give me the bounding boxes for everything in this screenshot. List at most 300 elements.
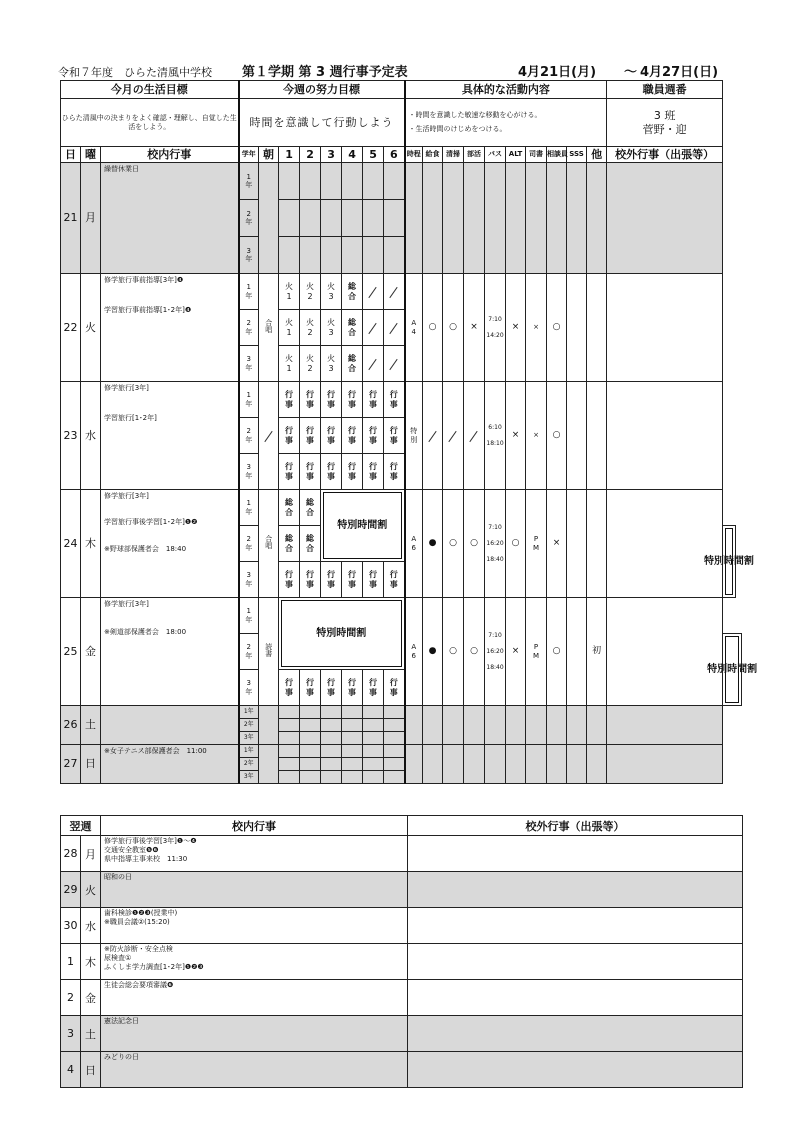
column-header: SSS <box>567 147 587 163</box>
duty-cell <box>607 99 723 147</box>
diagonal-slash <box>264 430 272 441</box>
period-cell <box>300 562 321 598</box>
next-week-row <box>61 1016 743 1052</box>
period-text: 事 <box>369 687 378 697</box>
activity-sou <box>443 598 464 706</box>
period-text: 事 <box>348 687 357 697</box>
next-week-row <box>61 836 743 872</box>
column-header: 6 <box>384 147 405 163</box>
period-cell <box>279 562 300 598</box>
grade-label: 3年 <box>243 773 254 781</box>
next-weekday: 金 <box>81 980 101 1016</box>
column-header: 校内行事 <box>101 147 239 163</box>
activity-sou <box>443 706 464 745</box>
period-cell <box>279 200 300 237</box>
period-text: 事 <box>306 579 315 589</box>
school-events <box>101 382 239 490</box>
activity-bu <box>464 274 485 382</box>
event-text: 尿検査① <box>104 953 132 962</box>
grade-label: 1年 <box>243 747 254 755</box>
period-text: 総 <box>285 533 294 543</box>
activity-sou <box>443 274 464 382</box>
period-text: 行 <box>285 461 294 471</box>
period-cell <box>300 745 321 758</box>
period-cell <box>300 771 321 784</box>
period-text: 行 <box>369 389 378 399</box>
weekday: 火 <box>81 274 101 382</box>
period-cell <box>321 771 342 784</box>
column-header: 部活 <box>464 147 485 163</box>
morning-text: 合唱 <box>264 535 273 550</box>
period-text: 事 <box>285 399 294 409</box>
period-cell <box>279 719 300 732</box>
event-text: 修学旅行事後学習[3年]❶～❹ <box>104 837 197 845</box>
period-cell <box>279 598 405 670</box>
grade-number: 3 <box>246 571 252 580</box>
period-cell <box>279 382 300 418</box>
grade-suffix: 年 <box>245 291 253 300</box>
period-text: 事 <box>389 435 398 445</box>
diagonal-slash <box>389 322 397 333</box>
grade-cell <box>239 237 259 274</box>
period-text: 事 <box>389 687 398 697</box>
next-in-heading: 校内行事 <box>101 816 408 836</box>
external-events <box>607 382 723 490</box>
period-text: 合 <box>348 327 357 337</box>
event-text: ※剣道部保護者会 18:00 <box>104 628 187 637</box>
activity-jitei <box>405 598 423 706</box>
period-cell <box>300 490 321 526</box>
period-cell <box>279 310 300 346</box>
grade-cell <box>239 382 259 418</box>
activity-shi <box>526 706 547 745</box>
period-text: 事 <box>285 435 294 445</box>
day-number: 23 <box>61 382 81 490</box>
grade-cell <box>239 562 259 598</box>
goal-heading: 今月の生活目標 <box>61 81 239 99</box>
period-text: 合 <box>306 507 315 517</box>
period-cell <box>300 237 321 274</box>
next-school-events <box>101 908 408 944</box>
grade-number: 2 <box>246 535 252 544</box>
grade-cell <box>239 346 259 382</box>
next-school-events <box>101 1016 408 1052</box>
next-external-events <box>408 944 743 980</box>
grade-suffix: 年 <box>245 687 253 696</box>
period-cell <box>279 490 300 526</box>
diagonal-slash <box>428 430 436 441</box>
school-events <box>101 598 239 706</box>
period-cell <box>300 526 321 562</box>
period-text: 行 <box>369 569 378 579</box>
activity-jitei <box>405 163 423 274</box>
grade-number: 3 <box>246 679 252 688</box>
period-cell <box>363 382 384 418</box>
activity-value: × <box>511 646 520 657</box>
period-cell <box>300 418 321 454</box>
period-text: 事 <box>306 435 315 445</box>
bus-time: 16:20 <box>486 647 504 655</box>
weekday: 土 <box>81 706 101 745</box>
period-text: 行 <box>306 461 315 471</box>
period-text: 合 <box>285 543 294 553</box>
period-cell <box>321 163 342 200</box>
next-day-number: 4 <box>61 1052 81 1088</box>
school-events <box>101 706 239 745</box>
activity-alt <box>506 382 526 490</box>
grade-cell <box>239 310 259 346</box>
column-header: 3 <box>321 147 342 163</box>
period-text: 行 <box>389 425 398 435</box>
period-text: 行 <box>389 677 398 687</box>
grade-cell <box>239 670 259 706</box>
morning-text: 合唱 <box>264 319 273 334</box>
grade-cell <box>239 454 259 490</box>
period-text: 行 <box>389 389 398 399</box>
period-cell <box>279 526 300 562</box>
grade-number: 2 <box>246 319 252 328</box>
period-cell <box>300 274 321 310</box>
period-text: 1 <box>286 327 292 337</box>
bus-time: 18:10 <box>486 439 504 447</box>
period-cell <box>342 200 363 237</box>
period-text: 1 <box>286 291 292 301</box>
external-events <box>607 163 723 274</box>
period-cell <box>384 346 405 382</box>
period-text: 火 <box>306 281 315 291</box>
period-text: 行 <box>327 677 336 687</box>
period-cell <box>321 745 342 758</box>
schedule-row <box>61 598 742 634</box>
event-text: 修学旅行[3年] <box>104 492 149 500</box>
event-text: ※職員会議②(15:20) <box>104 917 170 926</box>
activity-so <box>547 706 567 745</box>
duty-heading: 職員週番 <box>607 81 723 99</box>
period-text: 行 <box>285 569 294 579</box>
year-school: 令和７年度 ひらた清風中学校 <box>58 66 212 79</box>
period-text: 3 <box>328 291 334 301</box>
school-events <box>101 745 239 784</box>
period-cell <box>279 163 300 200</box>
activity-bus <box>485 163 506 274</box>
period-text: 行 <box>369 461 378 471</box>
event-text: みどりの日 <box>104 1053 139 1061</box>
activity-sss <box>567 382 587 490</box>
period-text: 1 <box>286 363 292 373</box>
next-out-heading: 校外行事（出張等） <box>408 816 743 836</box>
event-text: 学習旅行事後学習[1･2年]❶❷ <box>104 518 198 527</box>
period-cell <box>363 745 384 758</box>
next-external-events <box>408 1052 743 1088</box>
grade-cell <box>239 706 259 719</box>
special-timetable-box: 特別時間割 <box>281 600 402 667</box>
period-cell <box>384 562 405 598</box>
grade-cell <box>239 526 259 562</box>
period-cell <box>342 237 363 274</box>
bus-time: 14:20 <box>486 331 504 339</box>
period-cell <box>279 745 300 758</box>
activity-content <box>405 99 607 147</box>
period-text: 事 <box>306 399 315 409</box>
activity-value: A6 <box>411 643 417 660</box>
activity-jitei <box>405 274 423 382</box>
column-header: 他 <box>587 147 607 163</box>
activity-ta <box>587 163 607 274</box>
period-cell <box>384 732 405 745</box>
activity-kyu <box>423 745 443 784</box>
morning-activity <box>259 706 279 745</box>
event-text: 憲法記念日 <box>104 1017 139 1025</box>
activity-value: ○ <box>449 538 457 549</box>
period-text: 行 <box>285 425 294 435</box>
period-cell <box>321 200 342 237</box>
period-cell <box>279 732 300 745</box>
period-text: 事 <box>348 471 357 481</box>
column-header: 学年 <box>239 147 259 163</box>
period-text: 合 <box>285 507 294 517</box>
period-cell <box>342 274 363 310</box>
period-text: 合 <box>348 363 357 373</box>
weekly-schedule-table <box>60 80 758 784</box>
column-header: 曜 <box>81 147 101 163</box>
period-text: 火 <box>327 317 336 327</box>
event-text: ※女子テニス部保護者会 11:00 <box>104 747 207 755</box>
period-text: 事 <box>389 579 398 589</box>
grade-suffix: 年 <box>245 579 253 588</box>
period-text: 行 <box>389 569 398 579</box>
period-cell <box>363 200 384 237</box>
grade-suffix: 年 <box>245 651 253 660</box>
period-text: 事 <box>348 399 357 409</box>
event-text: 県中指導主事来校 11:30 <box>104 854 188 863</box>
bus-time: 6:10 <box>488 423 502 431</box>
period-text: 合 <box>306 543 315 553</box>
next-external-events <box>408 836 743 872</box>
period-text: 2 <box>307 327 313 337</box>
activity-jitei <box>405 382 423 490</box>
period-cell <box>300 454 321 490</box>
period-cell <box>342 732 363 745</box>
grade-number: 1 <box>246 499 252 508</box>
period-text: 総 <box>285 497 294 507</box>
period-cell <box>384 200 405 237</box>
period-text: 事 <box>348 579 357 589</box>
column-header: 日 <box>61 147 81 163</box>
period-cell <box>363 758 384 771</box>
period-text: 行 <box>306 569 315 579</box>
period-cell <box>363 670 384 706</box>
period-text: 事 <box>369 435 378 445</box>
grade-cell <box>239 634 259 670</box>
grade-suffix: 年 <box>245 615 253 624</box>
event-text: 修学旅行事前指導[3年]❹ <box>104 276 184 284</box>
activity-bu <box>464 598 485 706</box>
next-week-row <box>61 872 743 908</box>
activity-value: × <box>533 323 539 332</box>
period-cell <box>384 237 405 274</box>
period-cell <box>384 274 405 310</box>
period-text: 行 <box>285 389 294 399</box>
next-school-events <box>101 836 408 872</box>
activity-value: × <box>511 430 520 441</box>
grade-cell <box>239 745 259 758</box>
period-cell <box>321 274 342 310</box>
grade-suffix: 年 <box>245 218 253 226</box>
activity-value: A4 <box>411 319 417 336</box>
next-day-number: 29 <box>61 872 81 908</box>
period-cell <box>321 562 342 598</box>
activity-alt <box>506 274 526 382</box>
next-week-row <box>61 908 743 944</box>
period-cell <box>279 346 300 382</box>
activity-shi <box>526 745 547 784</box>
next-weekday: 日 <box>81 1052 101 1088</box>
period-text: 行 <box>348 461 357 471</box>
morning-activity <box>259 598 279 706</box>
morning-activity <box>259 163 279 274</box>
period-text: 事 <box>285 579 294 589</box>
page-header <box>58 61 748 79</box>
period-text: 行 <box>348 569 357 579</box>
period-cell <box>279 274 300 310</box>
period-cell <box>342 745 363 758</box>
period-cell <box>279 771 300 784</box>
event-text: 交通安全教室❺❻ <box>104 845 159 854</box>
day-number: 24 <box>61 490 81 598</box>
next-external-events <box>408 872 743 908</box>
column-header: 2 <box>300 147 321 163</box>
activity-sss <box>567 745 587 784</box>
morning-text: 読書 <box>264 643 273 658</box>
morning-activity <box>259 382 279 490</box>
period-cell <box>363 418 384 454</box>
period-cell <box>321 719 342 732</box>
activity-heading: 具体的な活動内容 <box>405 81 607 99</box>
grade-number: 2 <box>246 427 252 436</box>
period-text: 行 <box>327 569 336 579</box>
next-school-events <box>101 1052 408 1088</box>
schedule-row <box>61 163 742 200</box>
event-text: 修学旅行[3年] <box>104 384 149 392</box>
period-cell <box>363 706 384 719</box>
grade-label: 2年 <box>243 721 254 729</box>
column-header: 清掃 <box>443 147 464 163</box>
activity-value: PM <box>533 643 540 660</box>
external-events <box>607 274 723 382</box>
activity-shi <box>526 490 547 598</box>
grade-suffix: 年 <box>245 399 253 408</box>
grade-cell <box>239 758 259 771</box>
period-text: 事 <box>369 399 378 409</box>
external-events <box>607 598 723 706</box>
period-text: 3 <box>328 363 334 373</box>
activity-kyu <box>423 490 443 598</box>
period-cell <box>300 382 321 418</box>
next-week-row <box>61 980 743 1016</box>
period-cell <box>321 346 342 382</box>
period-text: 事 <box>389 471 398 481</box>
grade-number: 1 <box>246 283 252 292</box>
diagonal-slash <box>389 358 397 369</box>
grade-suffix: 年 <box>245 255 253 263</box>
bus-time: 7:10 <box>488 631 502 639</box>
morning-activity <box>259 490 279 598</box>
school-events <box>101 163 239 274</box>
period-cell <box>384 719 405 732</box>
next-weekday: 月 <box>81 836 101 872</box>
diagonal-slash <box>389 286 397 297</box>
period-cell <box>300 758 321 771</box>
column-header: ALT <box>506 147 526 163</box>
period-cell <box>342 562 363 598</box>
school-events <box>101 490 239 598</box>
period-text: 行 <box>306 389 315 399</box>
special-timetable-box: 特別時間割 <box>323 492 402 559</box>
period-cell <box>321 706 342 719</box>
period-text: 事 <box>285 471 294 481</box>
period-cell <box>384 454 405 490</box>
grade-cell <box>239 274 259 310</box>
activity-kyu <box>423 598 443 706</box>
term-title: 第１学期 第 3 週行事予定表 <box>242 65 408 80</box>
period-cell <box>384 758 405 771</box>
activity-so <box>547 163 567 274</box>
period-cell <box>363 732 384 745</box>
activity-bu <box>464 706 485 745</box>
period-cell <box>363 237 384 274</box>
period-text: 行 <box>348 389 357 399</box>
period-cell <box>300 706 321 719</box>
activity-bus <box>485 490 506 598</box>
column-header: 校外行事（出張等） <box>607 147 723 163</box>
grade-cell <box>239 719 259 732</box>
period-text: 2 <box>307 363 313 373</box>
activity-bu <box>464 163 485 274</box>
period-cell <box>342 382 363 418</box>
period-cell <box>384 163 405 200</box>
next-external-events <box>408 980 743 1016</box>
weekday: 水 <box>81 382 101 490</box>
day-number: 26 <box>61 706 81 745</box>
morning-activity <box>259 745 279 784</box>
grade-number: 2 <box>246 643 252 652</box>
period-cell <box>321 758 342 771</box>
period-cell <box>342 418 363 454</box>
period-text: 行 <box>306 425 315 435</box>
period-cell <box>321 237 342 274</box>
activity-value: ○ <box>511 538 520 549</box>
activity-alt <box>506 490 526 598</box>
period-text: 事 <box>306 471 315 481</box>
period-cell <box>300 163 321 200</box>
duty-names: 菅野・迎 <box>642 122 687 136</box>
period-cell <box>363 163 384 200</box>
column-header: 給食 <box>423 147 443 163</box>
activity-sss <box>567 490 587 598</box>
next-day-number: 3 <box>61 1016 81 1052</box>
grade-suffix: 年 <box>245 435 253 444</box>
next-day-number: 1 <box>61 944 81 980</box>
activity-ta <box>587 745 607 784</box>
period-cell <box>342 706 363 719</box>
activity-value: × <box>533 431 539 440</box>
period-text: 行 <box>327 461 336 471</box>
next-school-events <box>101 980 408 1016</box>
next-weekday: 水 <box>81 908 101 944</box>
column-header-row <box>61 147 742 163</box>
period-cell <box>342 719 363 732</box>
event-text: 修学旅行[3年] <box>104 600 149 608</box>
